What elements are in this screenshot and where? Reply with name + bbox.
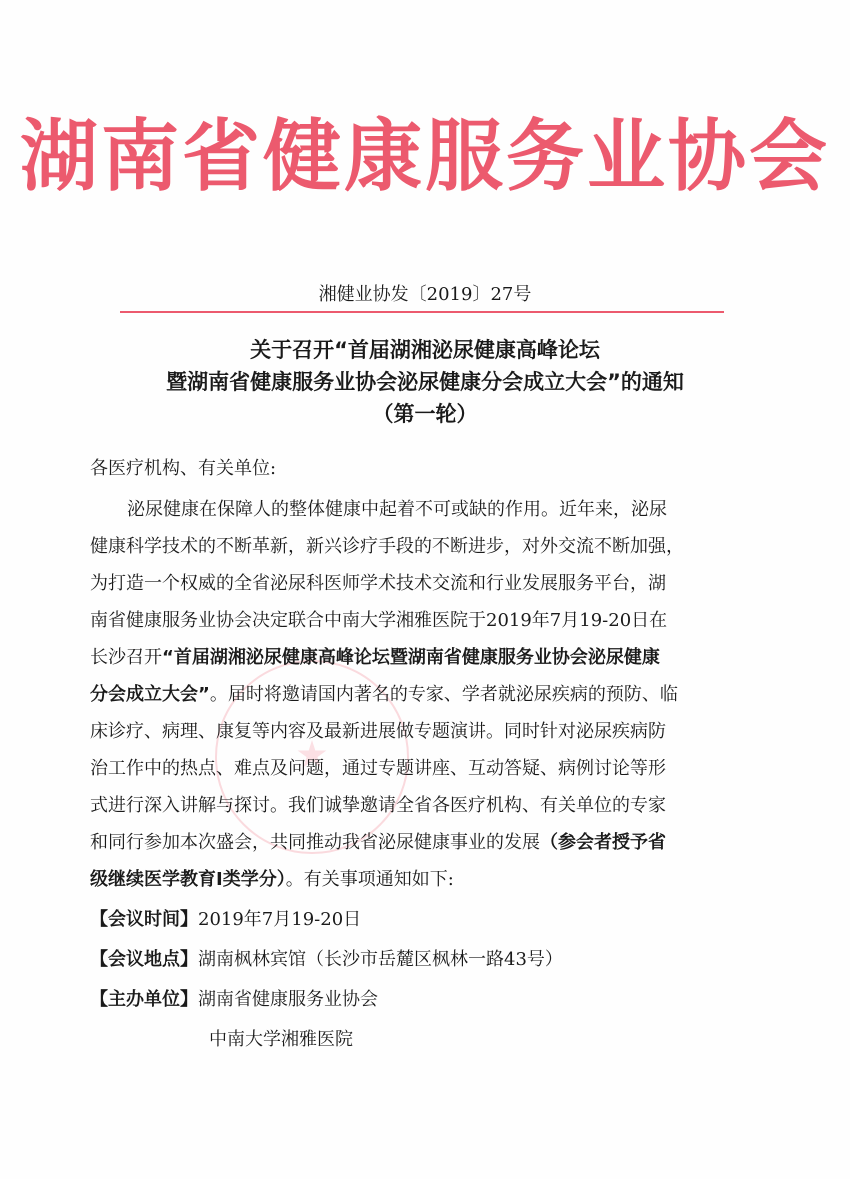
meeting-time-label: 【会议时间】	[90, 909, 198, 930]
notice-title-line-1: 关于召开“首届湖湘泌尿健康高峰论坛	[250, 338, 600, 362]
host-value: 中南大学湘雅医院	[209, 1029, 353, 1050]
forum-name-bold: “首届湖湘泌尿健康高峰论坛暨湖南省健康服务业协会泌尿健康	[162, 647, 660, 668]
body-line: 为打造一个权威的全省泌尿科医师学术技术交流和行业发展服务平台，湖	[90, 573, 666, 594]
host-row-2	[209, 1026, 353, 1054]
notice-title-line-2: 暨湖南省健康服务业协会泌尿健康分会成立大会”的通知	[166, 370, 684, 394]
credit-note-bold: （参会者授予省	[540, 832, 666, 853]
meeting-place-row	[90, 946, 563, 974]
body-text: 和同行参加本次盛会，共同推动我省泌尿健康事业的发展	[90, 832, 540, 853]
body-line	[90, 676, 755, 713]
body-line: 治工作中的热点、难点及问题，通过专题讲座、互动答疑、病例讨论等形	[90, 758, 666, 779]
host-row	[90, 986, 378, 1014]
document-number: 湘健业协发〔2019〕27号	[318, 284, 532, 305]
body-line: 床诊疗、病理、康复等内容及最新进展做专题演讲。同时针对泌尿疾病防	[90, 721, 666, 742]
forum-name-bold: 分会成立大会”	[90, 684, 210, 705]
notice-title	[0, 334, 850, 430]
body-line: 式进行深入讲解与探讨。我们诚挚邀请全省各医疗机构、有关单位的专家	[90, 795, 666, 816]
host-value: 湖南省健康服务业协会	[198, 989, 378, 1010]
body-text: 。有关事项通知如下:	[285, 869, 454, 890]
body-line: 南省健康服务业协会决定联合中南大学湘雅医院于2019年7月19-20日在	[90, 610, 668, 631]
body-line	[90, 824, 755, 861]
meeting-time-row	[90, 906, 361, 934]
meeting-place-value: 湖南枫林宾馆（长沙市岳麓区枫林一路43号）	[198, 949, 563, 970]
red-divider-line	[120, 311, 724, 313]
body-text: 长沙召开	[90, 647, 162, 668]
body-line: 泌尿健康在保障人的整体健康中起着不可或缺的作用。近年来，泌尿	[127, 499, 667, 520]
credit-note-bold: 级继续医学教育Ⅰ类学分）	[90, 869, 286, 890]
body-line: 健康科学技术的不断革新，新兴诊疗手段的不断进步，对外交流不断加强，	[90, 536, 684, 557]
salutation: 各医疗机构、有关单位:	[90, 458, 277, 479]
body-line	[90, 861, 755, 898]
meeting-time-value: 2019年7月19-20日	[198, 909, 362, 930]
body-paragraph	[90, 491, 755, 898]
body-line	[90, 639, 755, 676]
meeting-place-label: 【会议地点】	[90, 949, 198, 970]
notice-title-line-3: （第一轮）	[372, 402, 478, 426]
body-text: 。届时将邀请国内著名的专家、学者就泌尿疾病的预防、临	[209, 684, 678, 705]
letterhead-title: 湖南省健康服务业协会	[19, 112, 830, 202]
host-label: 【主办单位】	[90, 989, 198, 1010]
